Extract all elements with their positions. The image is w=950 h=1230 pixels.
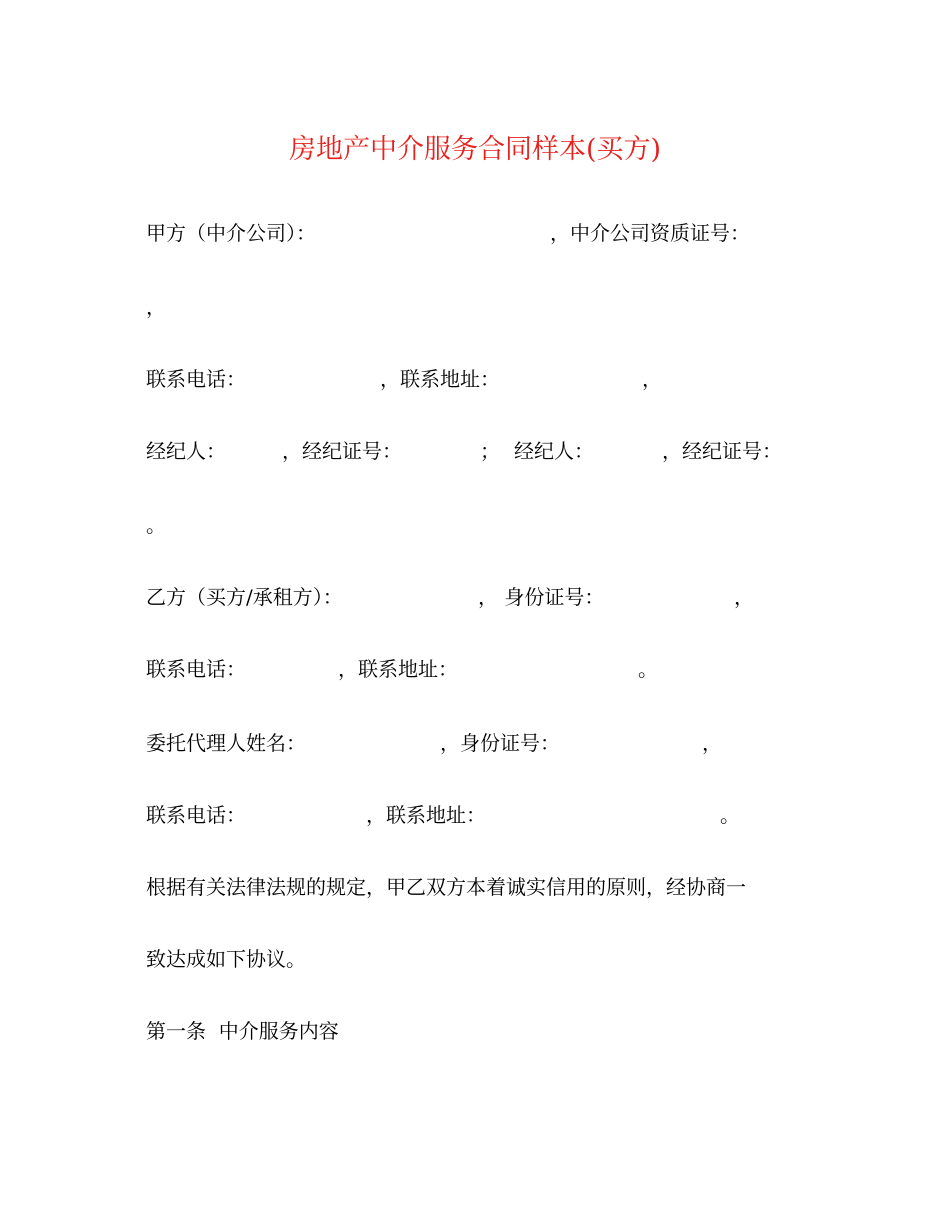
preamble-line-1: 根据有关法律法规的规定，甲乙双方本着诚实信用的原则，经协商一 — [146, 875, 746, 899]
party-b-name-label: 乙方（买方/承租方）： — [146, 585, 343, 609]
proxy-id-label: ，身份证号： — [440, 731, 560, 755]
proxy-address-label: ，联系地址： — [366, 803, 486, 827]
party-a-address-label: ，联系地址： — [380, 367, 500, 391]
agent-2-label: 经纪人： — [514, 439, 594, 463]
party-b-id-end: ， — [734, 585, 754, 609]
party-b-address-label: ，联系地址： — [338, 657, 458, 681]
article-1-heading: 第一条 中介服务内容 — [146, 1019, 339, 1043]
party-a-qualification-label: ，中介公司资质证号： — [550, 221, 750, 245]
party-a-address-end: ， — [642, 367, 662, 391]
party-b-phone-label: 联系电话： — [146, 657, 246, 681]
document-title: 房地产中介服务合同样本(买方) — [288, 134, 662, 165]
proxy-id-end: ， — [702, 731, 722, 755]
party-a-phone-label: 联系电话： — [146, 367, 246, 391]
proxy-phone-label: 联系电话： — [146, 803, 246, 827]
agent-2-cert-label: ，经纪证号： — [662, 439, 782, 463]
party-a-name-label: 甲方（中介公司）： — [146, 221, 316, 245]
agent-1-label: 经纪人： — [146, 439, 226, 463]
proxy-name-label: 委托代理人姓名： — [146, 731, 306, 755]
agents-separator: ； — [480, 439, 500, 463]
agents-end: 。 — [146, 513, 166, 537]
preamble-line-2: 致达成如下协议。 — [146, 947, 306, 971]
party-b-id-label: ， 身份证号： — [478, 585, 605, 609]
party-b-address-end: 。 — [638, 657, 658, 681]
agent-1-cert-label: ，经纪证号： — [282, 439, 402, 463]
party-a-qualification-end: ， — [146, 295, 166, 319]
proxy-address-end: 。 — [720, 803, 740, 827]
